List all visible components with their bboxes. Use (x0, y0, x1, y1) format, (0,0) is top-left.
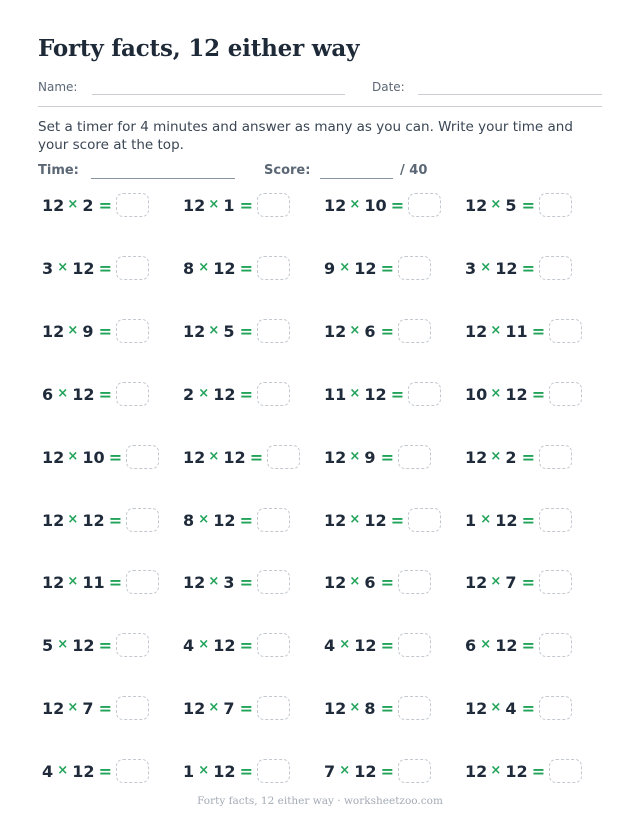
answer-box[interactable] (398, 319, 431, 343)
times-sign: × (349, 385, 361, 401)
equals-sign: = (380, 699, 394, 719)
equals-sign: = (390, 510, 405, 530)
factor-a: 12 (324, 573, 347, 593)
factor-a: 12 (324, 321, 347, 341)
name-label: Name: (38, 80, 78, 94)
factor-a: 12 (465, 762, 488, 782)
equals-sign: = (521, 510, 535, 530)
factor-a: 12 (183, 196, 206, 215)
factor-b: 12 (72, 384, 95, 404)
times-sign: × (480, 259, 492, 275)
times-sign: × (349, 197, 361, 212)
factor-a: 7 (324, 762, 336, 782)
factor-a: 12 (42, 699, 65, 719)
factor-a: 12 (42, 573, 65, 593)
times-sign: × (198, 511, 210, 527)
answer-box[interactable] (267, 445, 300, 469)
factor-b: 10 (82, 447, 105, 467)
factor-a: 4 (183, 636, 195, 656)
times-sign: × (208, 197, 220, 212)
equals-sign: = (390, 384, 405, 404)
factor-a: 4 (42, 762, 54, 782)
factor-a: 12 (42, 447, 65, 467)
footer: Forty facts, 12 either way · worksheetzoo.com (197, 795, 443, 807)
times-sign: × (198, 763, 210, 779)
equals-sign: = (98, 699, 112, 719)
answer-box[interactable] (257, 508, 290, 532)
times-sign: × (208, 574, 220, 590)
times-sign: × (67, 511, 79, 527)
factor-a: 1 (183, 762, 195, 782)
factor-a: 11 (324, 384, 347, 404)
factor-b: 11 (505, 321, 528, 341)
name-date-row (38, 80, 602, 107)
factor-b: 12 (495, 510, 518, 530)
factor-b: 9 (82, 321, 94, 341)
equals-sign: = (98, 636, 112, 656)
times-sign: × (349, 574, 361, 590)
times-sign: × (490, 574, 502, 590)
answer-box[interactable] (539, 508, 572, 532)
equals-sign: = (239, 384, 253, 404)
times-sign: × (490, 385, 502, 401)
answer-box[interactable] (398, 570, 431, 594)
answer-box[interactable] (126, 570, 159, 594)
answer-box[interactable] (398, 696, 431, 720)
equals-sign: = (239, 196, 253, 215)
date-line[interactable] (418, 93, 602, 95)
equals-sign: = (380, 447, 394, 467)
factor-a: 12 (183, 447, 206, 467)
answer-box[interactable] (257, 193, 290, 217)
answer-box[interactable] (257, 256, 290, 280)
times-sign: × (198, 385, 210, 401)
time-label: Time: (38, 163, 79, 178)
equals-sign: = (108, 510, 123, 530)
answer-box[interactable] (257, 570, 290, 594)
equals-sign: = (521, 573, 535, 593)
factor-b: 12 (505, 384, 528, 404)
score-label: Score: (264, 163, 311, 178)
worksheet-title: Forty facts, 12 either way (38, 35, 360, 62)
factor-b: 12 (213, 384, 236, 404)
equals-sign: = (98, 258, 112, 278)
equals-sign: = (98, 762, 112, 782)
factor-b: 12 (213, 258, 236, 278)
factor-b: 1 (223, 196, 235, 215)
factor-b: 9 (364, 447, 376, 467)
equals-sign: = (380, 636, 394, 656)
times-sign: × (490, 448, 502, 464)
equals-sign: = (531, 762, 546, 782)
equals-sign: = (531, 321, 546, 341)
answer-box[interactable] (116, 696, 149, 720)
times-sign: × (490, 763, 502, 779)
factor-a: 8 (183, 258, 195, 278)
times-sign: × (349, 322, 361, 338)
factor-a: 6 (42, 384, 54, 404)
factor-a: 12 (183, 573, 206, 593)
equals-sign: = (521, 699, 535, 719)
answer-box[interactable] (408, 193, 441, 217)
times-sign: × (480, 511, 492, 527)
answer-box[interactable] (126, 445, 159, 469)
answer-box[interactable] (116, 193, 149, 217)
equals-sign: = (239, 762, 253, 782)
times-sign: × (67, 448, 79, 464)
answer-box[interactable] (398, 256, 431, 280)
factor-b: 11 (82, 573, 105, 593)
factor-b: 5 (223, 321, 235, 341)
equals-sign: = (239, 573, 253, 593)
answer-box[interactable] (116, 633, 149, 657)
answer-box[interactable] (539, 193, 572, 217)
equals-sign: = (239, 699, 253, 719)
equals-sign: = (390, 196, 405, 215)
times-sign: × (349, 700, 361, 716)
times-sign: × (57, 637, 69, 653)
times-sign: × (339, 763, 351, 779)
equals-sign: = (531, 384, 546, 404)
factor-a: 2 (183, 384, 195, 404)
factor-a: 12 (465, 321, 488, 341)
answer-box[interactable] (257, 382, 290, 406)
answer-box[interactable] (257, 696, 290, 720)
factor-a: 4 (324, 636, 336, 656)
times-sign: × (339, 259, 351, 275)
factor-b: 10 (364, 196, 387, 215)
answer-box[interactable] (116, 382, 149, 406)
equals-sign: = (380, 762, 394, 782)
times-sign: × (198, 637, 210, 653)
factor-b: 12 (213, 762, 236, 782)
factor-b: 12 (213, 510, 236, 530)
equals-sign: = (108, 573, 123, 593)
factor-a: 12 (465, 573, 488, 593)
factor-a: 12 (465, 447, 488, 467)
name-line[interactable] (92, 93, 345, 95)
factor-b: 12 (495, 636, 518, 656)
factor-a: 3 (42, 258, 54, 278)
score-total: / 40 (400, 163, 428, 178)
factor-a: 12 (324, 510, 347, 530)
answer-box[interactable] (398, 633, 431, 657)
answer-box[interactable] (549, 759, 582, 783)
equals-sign: = (521, 258, 535, 278)
answer-box[interactable] (539, 445, 572, 469)
times-sign: × (490, 700, 502, 716)
factor-b: 7 (223, 699, 235, 719)
answer-box[interactable] (126, 508, 159, 532)
equals-sign: = (380, 258, 394, 278)
factor-a: 1 (465, 510, 477, 530)
factor-b: 7 (505, 573, 517, 593)
factor-b: 2 (505, 447, 517, 467)
times-sign: × (339, 637, 351, 653)
date-label: Date: (372, 80, 405, 94)
times-sign: × (490, 322, 502, 338)
factor-b: 12 (72, 636, 95, 656)
answer-box[interactable] (257, 633, 290, 657)
equals-sign: = (108, 447, 123, 467)
factor-a: 12 (465, 196, 488, 215)
factor-a: 12 (324, 699, 347, 719)
answer-box[interactable] (116, 256, 149, 280)
equals-sign: = (521, 447, 535, 467)
equals-sign: = (239, 510, 253, 530)
times-sign: × (67, 197, 79, 212)
times-sign: × (208, 448, 220, 464)
factor-b: 12 (495, 258, 518, 278)
answer-box[interactable] (539, 696, 572, 720)
factor-a: 12 (324, 196, 347, 215)
factor-a: 6 (465, 636, 477, 656)
factor-b: 12 (72, 762, 95, 782)
factor-b: 6 (364, 321, 376, 341)
factor-a: 3 (465, 258, 477, 278)
factor-b: 5 (505, 196, 517, 215)
times-sign: × (57, 763, 69, 779)
factor-a: 12 (42, 510, 65, 530)
factor-b: 8 (364, 699, 376, 719)
factor-a: 12 (42, 196, 65, 215)
instructions: Set a timer for 4 minutes and answer as many as you can. Write your time and your score at the top. (38, 119, 573, 153)
times-sign: × (490, 197, 502, 212)
answer-box[interactable] (539, 633, 572, 657)
equals-sign: = (239, 258, 253, 278)
equals-sign: = (380, 321, 394, 341)
factor-b: 12 (223, 447, 246, 467)
equals-sign: = (249, 447, 264, 467)
time-line[interactable] (91, 177, 235, 179)
factor-b: 12 (213, 636, 236, 656)
equals-sign: = (380, 573, 394, 593)
equals-sign: = (239, 321, 253, 341)
times-sign: × (67, 574, 79, 590)
equals-sign: = (521, 196, 535, 215)
answer-box[interactable] (539, 570, 572, 594)
answer-box[interactable] (398, 759, 431, 783)
factor-b: 12 (505, 762, 528, 782)
factor-b: 12 (364, 384, 387, 404)
factor-a: 5 (42, 636, 54, 656)
score-line[interactable] (320, 177, 393, 179)
factor-a: 12 (324, 447, 347, 467)
times-sign: × (57, 385, 69, 401)
answer-box[interactable] (257, 319, 290, 343)
answer-box[interactable] (549, 382, 582, 406)
factor-b: 7 (82, 699, 94, 719)
factor-a: 12 (183, 321, 206, 341)
factor-b: 2 (82, 196, 94, 215)
times-sign: × (198, 259, 210, 275)
times-sign: × (57, 259, 69, 275)
factor-a: 12 (183, 699, 206, 719)
answer-box[interactable] (408, 382, 441, 406)
times-sign: × (480, 637, 492, 653)
factor-b: 4 (505, 699, 517, 719)
factor-b: 12 (354, 258, 377, 278)
factor-a: 10 (465, 384, 488, 404)
factor-b: 3 (223, 573, 235, 593)
factor-b: 12 (354, 762, 377, 782)
answer-box[interactable] (257, 759, 290, 783)
times-sign: × (67, 700, 79, 716)
times-sign: × (349, 511, 361, 527)
factor-a: 12 (465, 699, 488, 719)
answer-box[interactable] (539, 256, 572, 280)
factor-b: 6 (364, 573, 376, 593)
times-sign: × (349, 448, 361, 464)
equals-sign: = (98, 321, 112, 341)
factor-a: 9 (324, 258, 336, 278)
time-score-row (38, 163, 602, 183)
equals-sign: = (521, 636, 535, 656)
factor-b: 12 (82, 510, 105, 530)
factor-b: 12 (364, 510, 387, 530)
answer-box[interactable] (398, 445, 431, 469)
times-sign: × (208, 322, 220, 338)
times-sign: × (208, 700, 220, 716)
equals-sign: = (98, 196, 112, 215)
answer-box[interactable] (549, 319, 582, 343)
answer-box[interactable] (116, 319, 149, 343)
answer-box[interactable] (408, 508, 441, 532)
times-sign: × (67, 322, 79, 338)
equals-sign: = (239, 636, 253, 656)
factor-a: 12 (42, 321, 65, 341)
factor-b: 12 (72, 258, 95, 278)
factor-a: 8 (183, 510, 195, 530)
equals-sign: = (98, 384, 112, 404)
answer-box[interactable] (116, 759, 149, 783)
factor-b: 12 (354, 636, 377, 656)
